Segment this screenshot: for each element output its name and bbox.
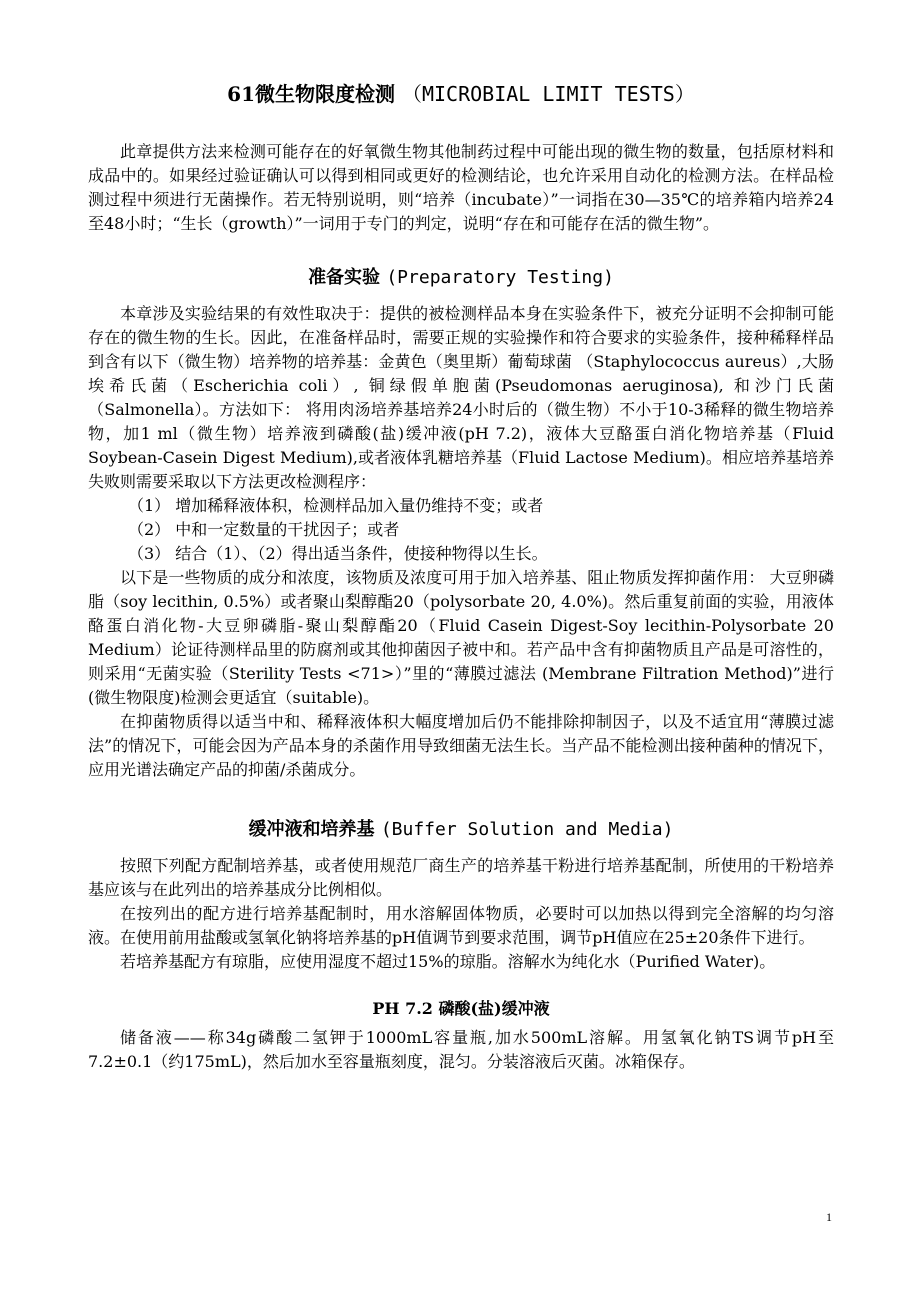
- preparatory-paragraph: 以下是一些物质的成分和浓度，该物质及浓度可用于加入培养基、阻止物质发挥抑菌作用： 大豆卵磷脂（soy lecithin, 0.5%）或者聚山梨醇酯20（polysorbate 20, 4.0%)。然后重复前面的实验，用液体酪蛋白消化物-大豆卵磷脂-聚山梨醇酯20（Fluid Casein Digest-Soy lecithin-Polysorbate 20 Medium）论证待测样品里的防腐剂或其他抑菌因子被中和。若产品中含有抑菌物质且产品是可溶性的，则采用“无菌实验（Sterility Tests <71>）”里的“薄膜过滤法 (Membrane Filtration Method)”进行(微生物限度)检测会更适宜（suitable)。: [88, 568, 834, 707]
- phosphate-buffer-paragraph: 储备液——称34g磷酸二氢钾于1000mL容量瓶,加水500mL溶解。用氢氧化钠TS调节pH至7.2±0.1（约175mL)，然后加水至容量瓶刻度，混匀。分装溶液后灭菌。冰箱保存。: [88, 1028, 834, 1071]
- section-heading-en: (Buffer Solution and Media): [380, 819, 674, 840]
- preparatory-paragraph: 在抑菌物质得以适当中和、稀释液体积大幅度增加后仍不能排除抑制因子，以及不适宜用“薄膜过滤法”的情况下，可能会因为产品本身的杀菌作用导致细菌无法生长。当产品不能检测出接种菌种的情况下，应用光谱法确定产品的抑菌/杀菌成分。: [88, 712, 834, 779]
- section-heading-preparatory-testing: [88, 264, 834, 292]
- document-page: [88, 78, 834, 1074]
- section-heading-buffer-media: [88, 816, 834, 844]
- title-english: （MICROBIAL LIMIT TESTS）: [401, 82, 695, 106]
- list-item: （2） 中和一定数量的干扰因子；或者: [128, 520, 400, 539]
- preparatory-paragraph: 本章涉及实验结果的有效性取决于：提供的被检测样品本身在实验条件下，被充分证明不会抑制可能存在的微生物的生长。因此，在准备样品时，需要正规的实验操作和符合要求的实验条件，接种稀释样品到含有以下（微生物）培养物的培养基：金黄色（奥里斯）葡萄球菌 （Staphylococcus aureus）,大肠埃希氏菌（Escherichia coli）, 铜绿假单胞菌(Pseudomonas aeruginosa), 和沙门氏菌（Salmonella）。方法如下： 将用肉汤培养基培养24小时后的（微生物）不小于10-3稀释的微生物培养物，加1 ml（微生物）培养液到磷酸(盐)缓冲液(pH 7.2)，液体大豆酪蛋白消化物培养基（Fluid Soybean-Casein Digest Medium),或者液体乳糖培养基（Fluid Lactose Medium)。相应培养基培养失败则需要采取以下方法更改检测程序：: [88, 304, 834, 491]
- intro-paragraph: 此章提供方法来检测可能存在的好氧微生物其他制药过程中可能出现的微生物的数量，包括原材料和成品中的。如果经过验证确认可以得到相同或更好的检测结论，也允许采用自动化的检测方法。在样品检测过程中须进行无菌操作。若无特别说明，则“培养（incubate）”一词指在30—35℃的培养箱内培养24至48小时；“生长（growth）”一词用于专门的判定，说明“存在和可能存在活的微生物”。: [88, 142, 834, 233]
- title-chinese: 61微生物限度检测: [227, 82, 395, 106]
- section-heading-en: (Preparatory Testing): [386, 267, 614, 288]
- document-title: [88, 78, 834, 110]
- media-paragraph: 按照下列配方配制培养基，或者使用规范厂商生产的培养基干粉进行培养基配制，所使用的干粉培养基应该与在此列出的培养基成分比例相似。: [88, 856, 834, 899]
- media-paragraph: 若培养基配方有琼脂，应使用湿度不超过15%的琼脂。溶解水为纯化水（Purified Water)。: [120, 952, 776, 971]
- page-number: 1: [826, 1210, 832, 1224]
- list-item: （1） 增加稀释液体积，检测样品加入量仍维持不变；或者: [128, 496, 544, 515]
- section-heading-cn: 缓冲液和培养基: [248, 819, 375, 840]
- subsection-heading-phosphate-buffer: PH 7.2 磷酸(盐)缓冲液: [372, 999, 550, 1018]
- section-heading-cn: 准备实验: [308, 267, 381, 288]
- media-paragraph: 在按列出的配方进行培养基配制时，用水溶解固体物质，必要时可以加热以得到完全溶解的均匀溶液。在使用前用盐酸或氢氧化钠将培养基的pH值调节到要求范围，调节pH值应在25±20条件下进行。: [88, 904, 834, 947]
- list-item: （3） 结合（1）、（2）得出适当条件，使接种物得以生长。: [128, 544, 548, 563]
